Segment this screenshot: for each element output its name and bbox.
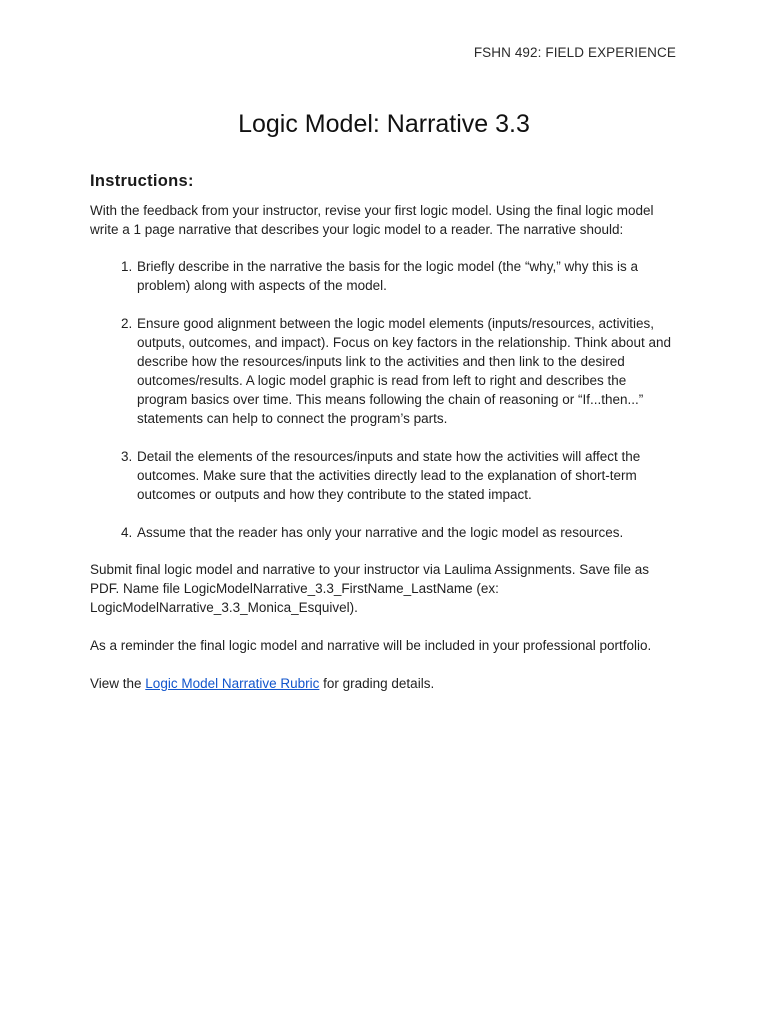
instruction-step-3: 3. Detail the elements of the resources/inputs and state how the activities will affect the outcomes. Make sure that the activities directly lead to the explanation of short-term outcomes or outputs and how they contribute to the stated impact.: [136, 447, 680, 504]
course-header: FSHN 492: FIELD EXPERIENCE: [473, 45, 676, 60]
page-title: Logic Model: Narrative 3.3: [238, 110, 530, 138]
instruction-step-4: 4. Assume that the reader has only your narrative and the logic model as resources.: [136, 523, 680, 542]
document-body: [90, 172, 680, 712]
rubric-text-after: for grading details.: [319, 676, 435, 691]
instruction-step-1: 1. Briefly describe in the narrative the basis for the logic model (the “why,” why this is a problem) along with aspects of the model.: [136, 257, 680, 295]
submit-paragraph: Submit final logic model and narrative to your instructor via Laulima Assignments. Save file as PDF. Name file LogicModelNarrative_3.3_FirstName_LastName (ex: LogicModelNarrative_3.3_Monica_Esquivel).: [90, 562, 650, 615]
instructions-heading: Instructions:: [90, 172, 194, 190]
rubric-text-before: View the: [90, 676, 146, 691]
instruction-step-2: 2. Ensure good alignment between the logic model elements (inputs/resources, activities, outputs, outcomes, and impact). Focus on key factors in the relationship. Think about and describe how the resources/inputs link to the activities and then link to the desired outcomes/results. A logic model graphic is read from left to right and describes the program basics over time. This means following the chain of reasoning or “If...then...” statements can help to connect the program’s parts.: [136, 314, 680, 428]
intro-paragraph: With the feedback from your instructor, revise your first logic model. Using the final logic model write a 1 page narrative that describes your logic model to a reader. The narrative should:: [90, 203, 654, 237]
reminder-paragraph: As a reminder the final logic model and narrative will be included in your professional portfolio.: [90, 638, 652, 653]
instruction-steps-list: [90, 257, 680, 542]
rubric-link[interactable]: Logic Model Narrative Rubric: [145, 676, 320, 691]
rubric-paragraph: [90, 674, 680, 693]
